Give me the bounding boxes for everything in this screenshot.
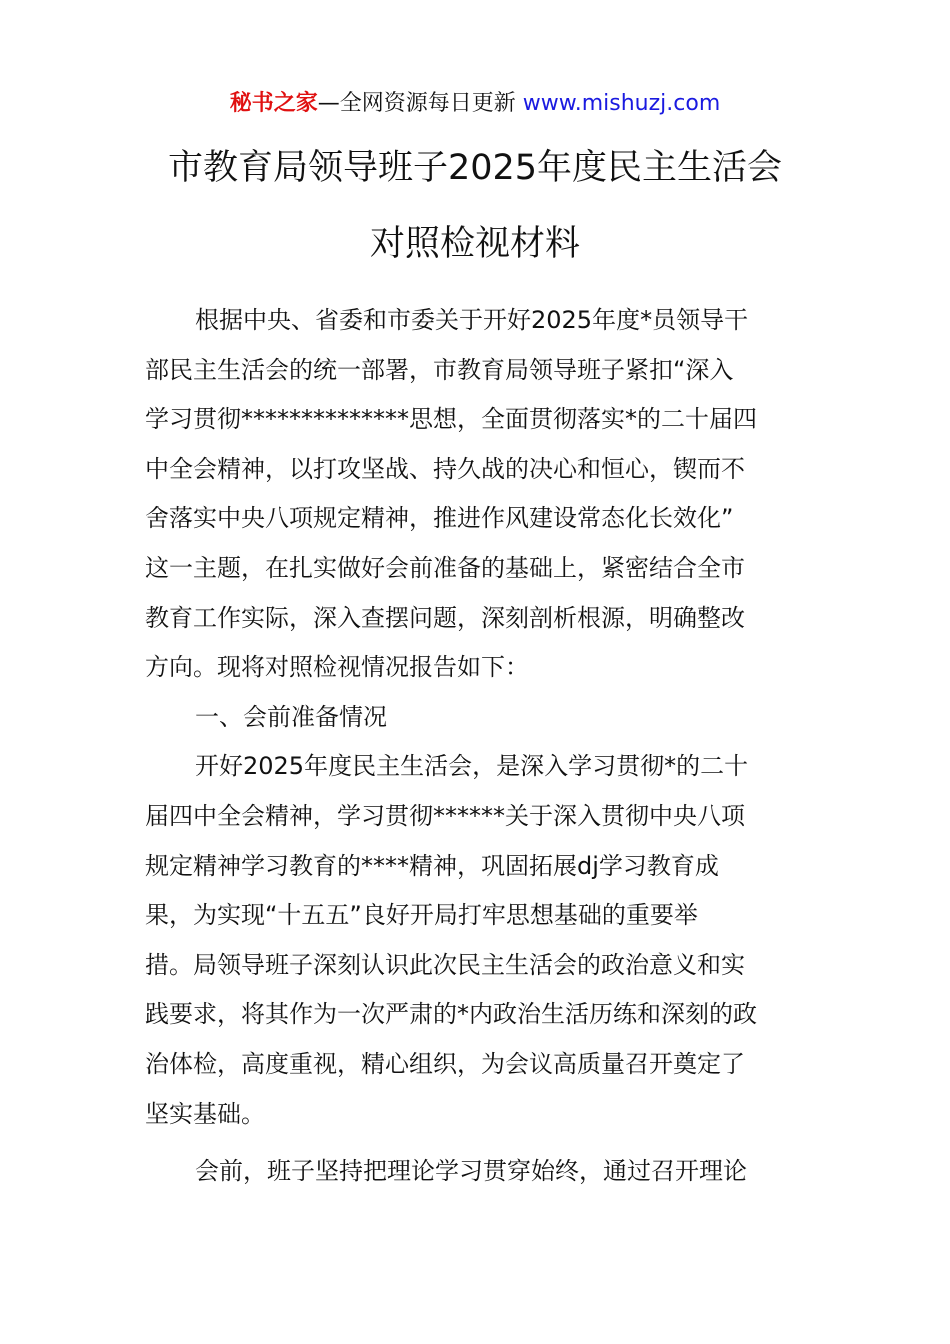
paragraph-line: 开好2025年度民主生活会，是深入学习贯彻*的二十: [195, 752, 749, 781]
paragraph-line: 部民主生活会的统一部署，市教育局领导班子紧扣“深入: [145, 355, 734, 384]
site-header: [0, 88, 950, 120]
paragraph-gap: [145, 1139, 815, 1147]
paragraph-line: 措。局领导班子深刻认识此次民主生活会的政治意义和实: [145, 950, 745, 979]
section-heading: 一、会前准备情况: [195, 702, 387, 731]
paragraph-line: 方向。现将对照检视情况报告如下：: [145, 653, 529, 682]
paragraph-line: 治体检，高度重视，精心组织，为会议高质量召开奠定了: [145, 1049, 745, 1078]
paragraph-line: 根据中央、省委和市委关于开好2025年度*员领导干: [195, 306, 749, 334]
paragraph-line: 坚实基础。: [145, 1099, 265, 1128]
document-body: [145, 296, 815, 1197]
paragraph-line: 践要求，将其作为一次严肃的*内政治生活历练和深刻的政: [145, 1000, 757, 1029]
paragraph-line: 届四中全会精神，学习贯彻******关于深入贯彻中央八项: [145, 801, 745, 830]
paragraph-line: 这一主题，在扎实做好会前准备的基础上，紧密结合全市: [145, 553, 745, 582]
paragraph-line: 学习贯彻**************思想，全面贯彻落实*的二十届四: [145, 405, 757, 434]
paragraph-line: 中全会精神，以打攻坚战、持久战的决心和恒心，锲而不: [145, 454, 745, 483]
header-tagline: —全网资源每日更新: [317, 91, 523, 116]
paragraph-line: 规定精神学习教育的****精神，巩固拓展dj学习教育成: [145, 851, 719, 880]
brand-name: 秘书之家: [229, 91, 318, 116]
paragraph-line: 舍落实中央八项规定精神，推进作风建设常态化长效化”: [145, 504, 734, 533]
paragraph-line: 果，为实现“十五五”良好开局打牢思想基础的重要举: [145, 901, 698, 930]
document-title-line-1: 市教育局领导班子2025年度民主生活会: [167, 148, 783, 188]
paragraph-line: 会前，班子坚持把理论学习贯穿始终，通过召开理论: [195, 1157, 747, 1186]
paragraph-line: 教育工作实际，深入查摆问题，深刻剖析根源，明确整改: [145, 603, 745, 632]
document-title-line-2: 对照检视材料: [369, 224, 580, 264]
site-url[interactable]: www.mishuzj.com: [522, 91, 721, 116]
